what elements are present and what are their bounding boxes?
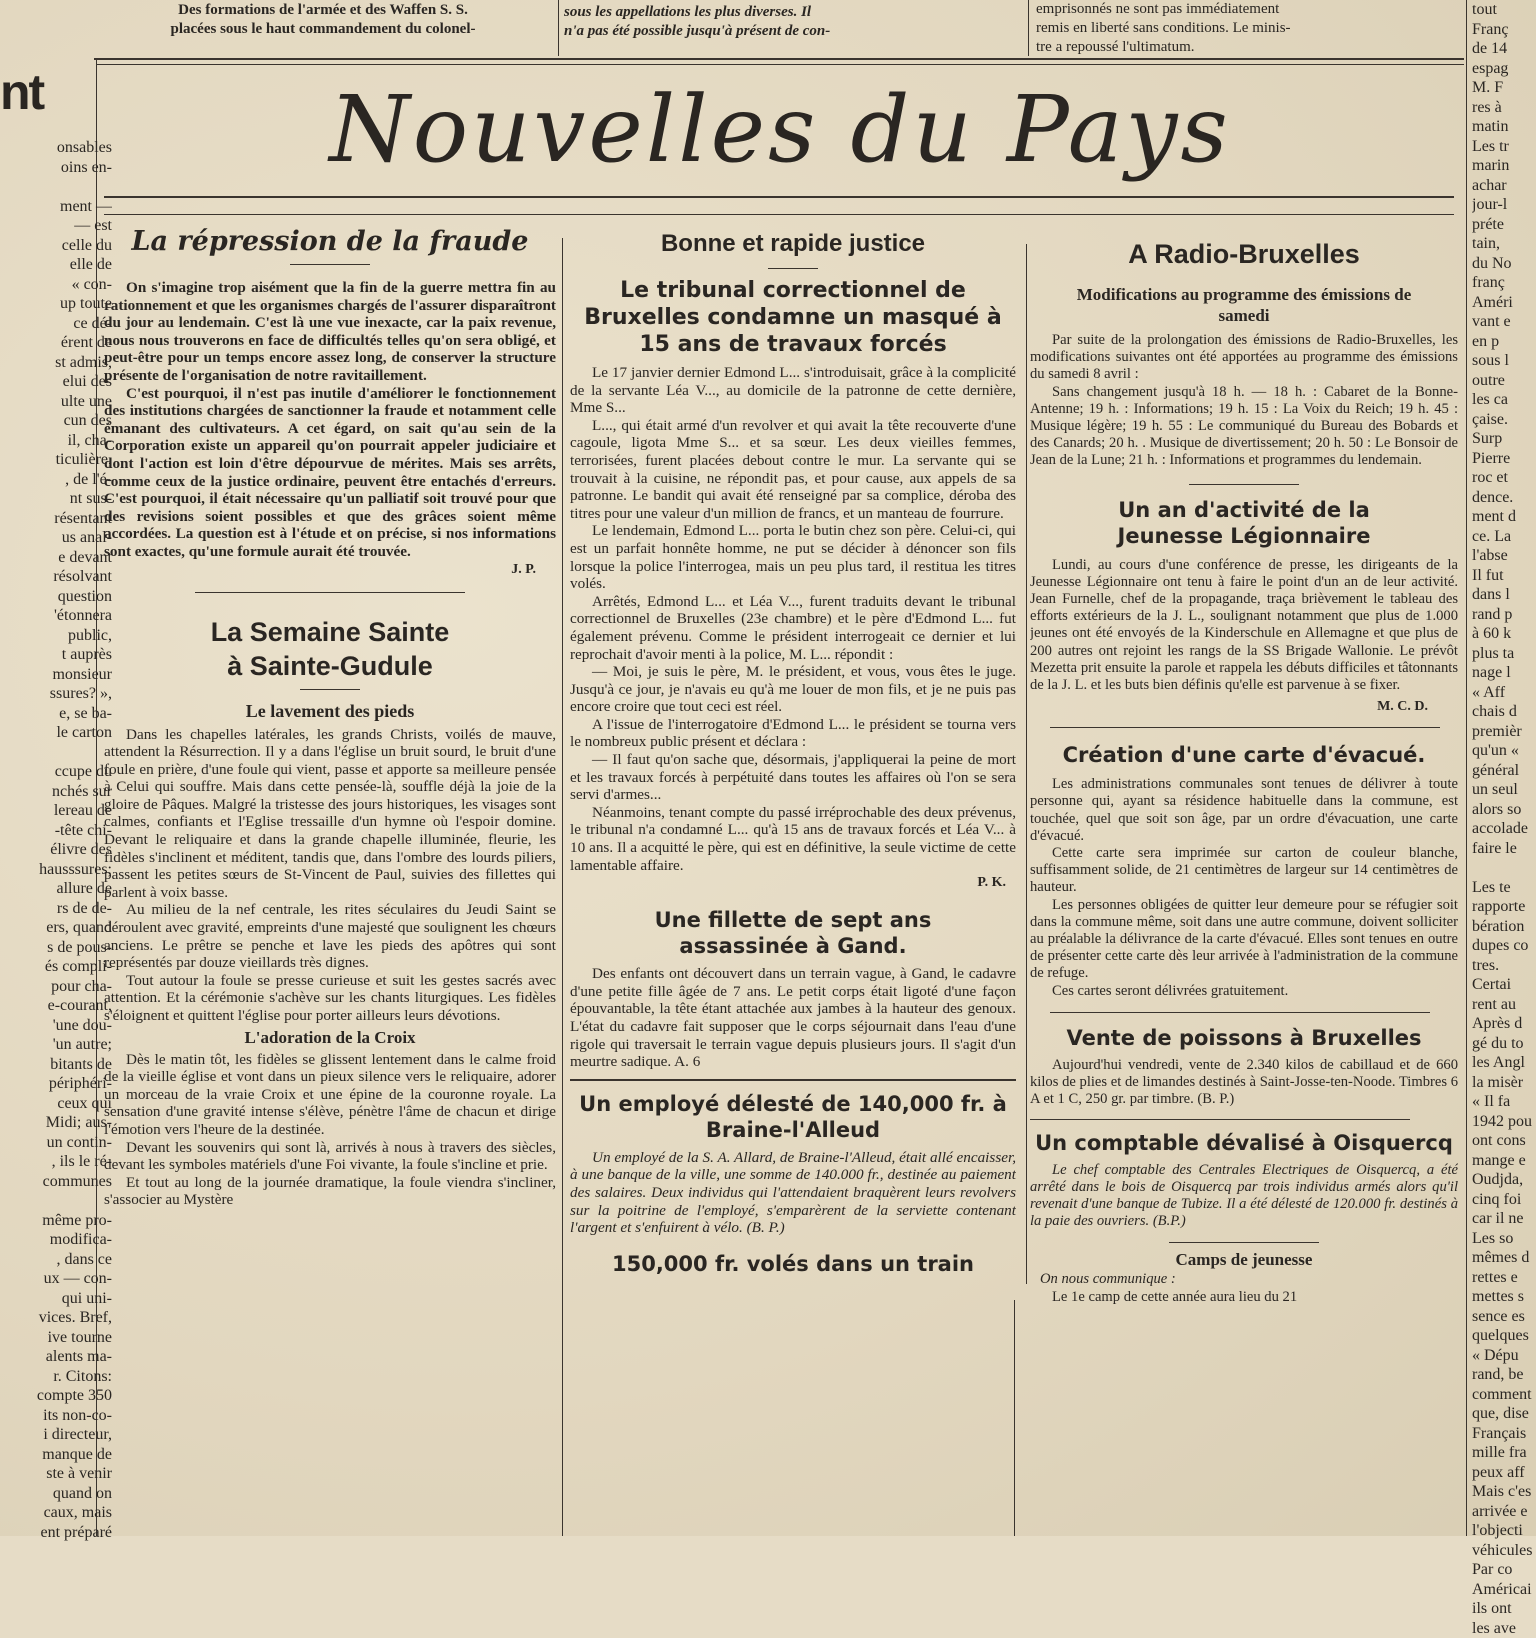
left-margin-column [0, 138, 112, 1542]
paragraph: On nous communique : [1030, 1271, 1458, 1288]
separator-rule [1169, 1242, 1319, 1243]
left-margin-line: communes [0, 1172, 112, 1192]
paragraph: Des enfants ont découvert dans un terrain vague, à Gand, le cadavre d'une petite fille âgée de 7 ans. Le petit corps était ligoté d'une façon épouvantable, la tête étant attachée aux jambes à la hauteur des genoux. L'état du cadavre fait supposer que le corps séjournait dans l'eau d'une rigole qui traversait le terrain vague depuis plusieurs jours. Il s'agit d'un meurtre sadique. A. 6 [570, 965, 1016, 1071]
left-margin-line: bitants de [0, 1055, 112, 1075]
right-margin-line: 1942 pou [1472, 1112, 1536, 1132]
right-margin-line: rapporte [1472, 897, 1536, 917]
right-margin-line: çaise. [1472, 410, 1536, 430]
right-margin-line: Oudjda, [1472, 1170, 1536, 1190]
signature: J. P. [104, 561, 556, 578]
right-margin-line: nage l [1472, 663, 1536, 683]
left-margin-line: elle de [0, 255, 112, 275]
left-margin-line: st admis, [0, 353, 112, 373]
left-margin-line: compte 350 [0, 1386, 112, 1406]
left-margin-line: modifica- [0, 1230, 112, 1250]
left-margin-line: vices. Bref, [0, 1308, 112, 1328]
article-title: A Radio-Bruxelles [1030, 232, 1458, 276]
paragraph: Et tout au long de la journée dramatique, la foule viendra s'incliner, s'associer au Mystère [104, 1174, 556, 1209]
right-margin-line: dence. [1472, 488, 1536, 508]
right-margin-line: tres. [1472, 956, 1536, 976]
left-margin-line: même pro- [0, 1211, 112, 1231]
left-margin-line: quand on [0, 1484, 112, 1504]
paragraph: Le 1e camp de cette année aura lieu du 21 [1030, 1289, 1458, 1306]
subheading: Le lavement des pieds [104, 700, 556, 722]
left-margin-line: és compli- [0, 957, 112, 977]
right-margin-line: matin [1472, 117, 1536, 137]
right-margin-line: Il fut [1472, 566, 1536, 586]
right-margin-line: ont cons [1472, 1131, 1536, 1151]
right-margin-line: res à [1472, 98, 1536, 118]
article-title-line1: La Semaine Sainte [104, 615, 556, 649]
right-margin-line: général [1472, 761, 1536, 781]
right-margin-line: ils ont [1472, 1599, 1536, 1619]
paragraph: L..., qui était armé d'un revolver et qui avait la tête recouverte d'une cagoule, ligota Mme S... et sa sœur. Les deux vieilles femmes, terrorisées, furent placées debout contre le mur. La servante qui se trouvait à la cuisine, ne répondit pas, et pour cause, aux appels de sa patronne. Le bandit qui avait été renseigné par sa complice, déroba des titres pour une valeur d'un million de francs, et un manteau de fourrure. [570, 417, 1016, 523]
right-margin-line: Par co [1472, 1560, 1536, 1580]
paragraph: Ces cartes seront délivrées gratuitement. [1030, 983, 1458, 1000]
left-margin-line: ceux qui [0, 1094, 112, 1114]
paragraph: Arrêtés, Edmond L... et Léa V..., furent traduits devant le tribunal correctionnel de Bruxelles (23e chambre) et le père d'Edmond L... fut également prévenu. Comme le président interrogeait ce dernier et lui reprochait d'avoir menti à la police, M. L... répondit : [570, 593, 1016, 663]
paragraph: — Il faut qu'on sache que, désormais, j'appliquerai la peine de mort et les travaux forcés à perpétuité dans toutes les affaires où l'on se sera servi d'armes... [570, 751, 1016, 804]
paragraph: — Moi, je suis le père, M. le président, et vous, vous êtes le juge. Jusqu'à ce jour, je n'avais eu qu'à me louer de mon fils, et je ne puis pas encore croire que tout ceci est réel. [570, 663, 1016, 716]
right-margin-line: Français [1472, 1424, 1536, 1444]
left-margin-line: r. Citons: [0, 1367, 112, 1387]
left-margin-line: Midi; aus- [0, 1113, 112, 1133]
left-margin-line: i directeur, [0, 1425, 112, 1445]
right-margin-line: Américai [1472, 1580, 1536, 1600]
right-margin-line: achar [1472, 176, 1536, 196]
right-margin-column [1472, 0, 1536, 1638]
right-margin-line: mêmes d [1472, 1248, 1536, 1268]
left-margin-line: elui des [0, 372, 112, 392]
left-margin-line: ssures? », [0, 684, 112, 704]
subheading: Camps de jeunesse [1030, 1249, 1458, 1271]
article-title: 150,000 fr. volés dans un train [570, 1251, 1016, 1277]
left-margin-line: 'étonnera [0, 606, 112, 626]
subheading: L'adoration de la Croix [104, 1027, 556, 1049]
article-title: La répression de la fraude [104, 222, 556, 262]
right-margin-line: comment [1472, 1385, 1536, 1405]
right-margin-line: tain, [1472, 234, 1536, 254]
right-margin-line: outre [1472, 371, 1536, 391]
masthead-top-rule-thin [96, 64, 1464, 65]
paragraph: Tout autour la foule se presse curieuse et suit les gestes sacrés avec attention. Et la cérémonie s'achève sur les chants liturgiques. Les fidèles s'éloignent et quittent l'église pour porter ailleurs leurs dévotions. [104, 972, 556, 1025]
paragraph: Par suite de la prolongation des émissions de Radio-Bruxelles, les modifications suivantes ont été apportées au programme des émissions du samedi 8 avril : [1030, 332, 1458, 384]
paragraph: A l'issue de l'interrogatoire d'Edmond L... le président se tourna vers le nombreux public présent et déclara : [570, 716, 1016, 751]
right-margin-line: Certai [1472, 975, 1536, 995]
right-margin-line: de 14 [1472, 39, 1536, 59]
left-margin-line: hausssures; [0, 860, 112, 880]
left-margin-line: e-courant, [0, 996, 112, 1016]
masthead-bottom-rule-thin [104, 214, 1454, 215]
right-margin-line: roc et [1472, 468, 1536, 488]
right-margin-line: à 60 k [1472, 624, 1536, 644]
left-margin-line [0, 743, 112, 763]
right-margin-line: mille fra [1472, 1443, 1536, 1463]
separator-rule [1189, 484, 1299, 485]
left-margin-line: monsieur [0, 665, 112, 685]
left-margin-headline: nt [0, 64, 43, 120]
right-margin-line: l'abse [1472, 546, 1536, 566]
paragraph: On s'imagine trop aisément que la fin de la guerre mettra fin au rationnement et que les organismes chargés de l'assurer disparaîtront du jour au lendemain. C'est là une vue inexacte, car la paix revenue, nous nous trouverons en face de difficultés telles qu'on sera obligé, et peut-être pour un temps encore assez long, de conserver la structure présente de l'organisation de notre ravitaillement. [104, 279, 556, 385]
paragraph: Dès le matin tôt, les fidèles se glissent lentement dans le calme froid de la vieille église et vont dans un pieux silence vers le reliquaire, adorer un morceau de la vraie Croix et une épine de la couronne royale. La sensation d'une gravité intense s'élève, pénètre l'âme de chacun et dirige l'émotion vers l'heure de la destinée. [104, 1051, 556, 1139]
left-margin-line: le carton [0, 723, 112, 743]
left-margin-line: cun des [0, 411, 112, 431]
article-title: Le tribunal correctionnel de Bruxelles condamne un masqué à 15 ans de travaux forcés [570, 277, 1016, 358]
title-rule [300, 689, 360, 690]
left-margin-line: s de pous- [0, 938, 112, 958]
right-margin-line: Franç [1472, 20, 1536, 40]
top-strip-line: remis en liberté sans conditions. Le minis- [1036, 19, 1468, 38]
left-margin-line: ccupe du [0, 762, 112, 782]
column-1 [104, 222, 556, 1536]
left-margin-line: t auprès [0, 645, 112, 665]
masthead-top-rule [94, 58, 1464, 60]
left-margin-line: celle du [0, 236, 112, 256]
top-strip-left [92, 0, 554, 39]
right-margin-line: accolade [1472, 819, 1536, 839]
left-margin-line: its non-co- [0, 1406, 112, 1426]
article-title-line2: à Sainte-Gudule [104, 649, 556, 683]
paragraph: Lundi, au cours d'une conférence de presse, les dirigeants de la Jeunesse Légionnaire ont tenu à faire le point d'un an de leur activité. Jean Furnelle, chef de la propagande, traça brièvement le tableau des efforts extérieurs de la J. L., soulignant notamment que plus de 1.000 jeunes ont été envoyés de la Kinderschule en Allemagne et que plus de 200 autres ont rejoint les rangs de la SS Brigade Wallonie. Le prévôt Mezetta prit ensuite la parole et rappela les débuts difficiles et tâtonnants de la J. L. et les buts bien définis qu'elle est parvenue à se fixer. [1030, 557, 1458, 695]
left-margin-line: ticulière, [0, 450, 112, 470]
right-margin-line: rettes e [1472, 1268, 1536, 1288]
separator-rule [1030, 1119, 1410, 1120]
left-margin-line [0, 1191, 112, 1211]
paragraph: Un employé de la S. A. Allard, de Braine-l'Alleud, était allé encaisser, à une banque de la ville, une somme de 140.000 fr., destinée au paiement des salaires. Deux individus qui l'attendaient braquèrent leurs revolvers sur la poitrine de l'employé, s'emparèrent de la serviette contenant l'argent et s'enfuirent à vélo. (B. P.) [570, 1149, 1016, 1237]
left-margin-line: élivre des [0, 840, 112, 860]
right-margin-line: premièr [1472, 722, 1536, 742]
article-title: Création d'une carte d'évacué. [1030, 742, 1458, 768]
right-margin-line: rent au [1472, 995, 1536, 1015]
right-margin-line: dans l [1472, 585, 1536, 605]
paragraph: Néanmoins, tenant compte du passé irréprochable des deux prévenus, le tribunal n'a condamné L... qu'à 15 ans de travaux forcés et Léa V... à 10 ans. Il a acquitté le père, qui est en définitive, la seule victime de cette lamentable affaire. [570, 804, 1016, 874]
separator-rule [570, 1079, 1016, 1081]
left-margin-line: lereau de [0, 801, 112, 821]
signature: M. C. D. [1030, 698, 1458, 715]
right-margin-line: bération [1472, 917, 1536, 937]
left-margin-line: question [0, 587, 112, 607]
top-strip-middle [564, 0, 1026, 41]
right-margin-line: Mais c'es [1472, 1482, 1536, 1502]
subheading: Modifications au programme des émissions de samedi [1070, 284, 1418, 326]
right-margin-line: sence es [1472, 1307, 1536, 1327]
right-margin-line: ce. La [1472, 527, 1536, 547]
right-margin-line: Les te [1472, 878, 1536, 898]
paragraph: Sans changement jusqu'à 18 h. — 18 h. : Cabaret de la Bonne-Antenne; 19 h. : Informations; 19 h. 15 : La Voix du Reich; 19 h. 45 : Musique légère; 19 h. 55 : Le communiqué du Bureau des Bobards et des Canards; 20 h. . Musique de divertissement; 20 h. 50 : Le Bonsoir de Jean de la Lune; 21 h. : Informations et programmes du lendemain. [1030, 384, 1458, 470]
right-margin-line: « Dépu [1472, 1346, 1536, 1366]
right-margin-line: qu'un « [1472, 741, 1536, 761]
left-margin-line: ment — [0, 197, 112, 217]
left-margin-line: , dans ce [0, 1250, 112, 1270]
right-page-rule [1466, 0, 1467, 1536]
right-margin-line: espag [1472, 59, 1536, 79]
left-margin-line: il, cha- [0, 431, 112, 451]
paragraph: Aujourd'hui vendredi, vente de 2.340 kilos de cabillaud et de 660 kilos de plies et de limandes destinés à Saint-Josse-ten-Noode. Timbres 6 A et 1 C, 250 gr. par timbre. (B. P.) [1030, 1057, 1458, 1109]
left-margin-line [0, 177, 112, 197]
left-margin-line: e, se ba- [0, 704, 112, 724]
paragraph: Devant les souvenirs qui sont là, arrivés à nous à travers des siècles, devant les symboles matériels d'une Foi vivante, la foule s'incline et prie. [104, 1139, 556, 1174]
left-margin-line: érent de [0, 333, 112, 353]
left-margin-line: -tête chi- [0, 821, 112, 841]
right-margin-line: Pierre [1472, 449, 1536, 469]
top-column-rule [1028, 0, 1029, 56]
article-kicker: Bonne et rapide justice [570, 226, 1016, 262]
left-margin-line: e devant [0, 548, 112, 568]
left-margin-line: ent préparé [0, 1523, 112, 1543]
right-margin-line: car il ne [1472, 1209, 1536, 1229]
paragraph: Les administrations communales sont tenues de délivrer à toute personne qui, ayant sa résidence habituelle dans la commune, est touchée, quel que soit son âge, par un ordre d'évacuation, une carte d'évacué. [1030, 776, 1458, 845]
left-margin-line: ste à venir [0, 1464, 112, 1484]
left-margin-line: alents ma- [0, 1347, 112, 1367]
right-margin-line: mettes s [1472, 1287, 1536, 1307]
article-title: Un comptable dévalisé à Oisquercq [1030, 1130, 1458, 1156]
left-margin-line: résentant [0, 509, 112, 529]
left-margin-line: ulte une [0, 392, 112, 412]
separator-rule [195, 592, 465, 593]
left-margin-line: 'une dou- [0, 1016, 112, 1036]
column-rule-2 [1026, 244, 1027, 1284]
left-margin-line: us anal- [0, 528, 112, 548]
right-margin-line: ment d [1472, 507, 1536, 527]
right-margin-line: préte [1472, 215, 1536, 235]
left-margin-line: ux — con- [0, 1269, 112, 1289]
left-margin-line: allure de [0, 879, 112, 899]
left-margin-line: 'un autre; [0, 1035, 112, 1055]
column-rule-1 [562, 238, 563, 1536]
left-margin-line: nchés sur [0, 782, 112, 802]
top-strip-line: emprisonnés ne sont pas immédiatement [1036, 0, 1468, 19]
left-margin-line: oins en- [0, 158, 112, 178]
title-rule [290, 264, 370, 265]
left-margin-line: public, [0, 626, 112, 646]
left-margin-line: ive tourne [0, 1328, 112, 1348]
right-margin-line: Améri [1472, 293, 1536, 313]
left-margin-line: un contin- [0, 1133, 112, 1153]
article-title: Un an d'activité de la Jeunesse Légionnaire [1070, 497, 1418, 549]
right-margin-line: Les tr [1472, 137, 1536, 157]
right-margin-line: marin [1472, 156, 1536, 176]
left-margin-line: , ils le ré- [0, 1152, 112, 1172]
left-margin-line: ce dé- [0, 314, 112, 334]
right-margin-line: les Angl [1472, 1053, 1536, 1073]
column-2 [570, 226, 1016, 1536]
left-margin-line: périphéri- [0, 1074, 112, 1094]
article-title: Une fillette de sept ans assassinée à Gand. [600, 907, 986, 959]
left-margin-line: nt sus- [0, 489, 112, 509]
masthead-bottom-rule [104, 196, 1454, 198]
right-margin-line: Les so [1472, 1229, 1536, 1249]
right-margin-line: en p [1472, 332, 1536, 352]
top-column-rule [558, 0, 559, 56]
right-margin-line: du No [1472, 254, 1536, 274]
right-margin-line: faire le [1472, 839, 1536, 859]
right-margin-line: M. F [1472, 78, 1536, 98]
right-margin-line [1472, 858, 1536, 878]
right-margin-line: « Aff [1472, 683, 1536, 703]
paragraph: C'est pourquoi, il n'est pas inutile d'améliorer le fonctionnement des institutions chargées de sanctionner la fraude et notamment celle émanant des cultivateurs. A cet égard, on sait qu'au sein de la Corporation existe un appareil qu'on pourrait appeler judiciaire et dont l'action est loin d'être dépourvue de mérites. Mais ses arrêts, comme ceux de la justice ordinaire, peuvent être entachés d'erreurs. C'est pourquoi, il était nécessaire qu'un palliatif soit trouvé pour que des revisions soient possibles et que des grâces soient même accordées. La question est à l'étude et on précise, si nos informations sont exactes, qu'une formule aurait été trouvée. [104, 385, 556, 561]
paragraph: Le chef comptable des Centrales Electriques de Oisquercq, a été arrêté dans le bois de Oisquercq par trois individus armés alors qu'il revenait d'une banque de Tubize. Il a été délesté de 120.000 fr. destinés à la paie des ouvriers. (B.P.) [1030, 1162, 1458, 1231]
top-strip-line: sous les appellations les plus diverses. Il [564, 3, 1026, 22]
left-margin-line: , de l'é- [0, 470, 112, 490]
right-margin-line: quelques [1472, 1326, 1536, 1346]
right-margin-line: un seul [1472, 780, 1536, 800]
right-margin-line: franç [1472, 273, 1536, 293]
right-margin-line: mange e [1472, 1151, 1536, 1171]
left-margin-line: pour cha- [0, 977, 112, 997]
right-margin-line: rand, be [1472, 1365, 1536, 1385]
right-margin-line: les ave [1472, 1619, 1536, 1638]
left-margin-line: up toute [0, 294, 112, 314]
left-margin-line: caux, mais [0, 1503, 112, 1523]
left-margin-line: qui uni- [0, 1289, 112, 1309]
right-margin-line: cinq foi [1472, 1190, 1536, 1210]
right-margin-line: peux aff [1472, 1463, 1536, 1483]
paragraph: Le lendemain, Edmond L... porta le butin chez son père. Celui-ci, qui est un parfait honnête homme, ne put se décider à dénoncer son fils lorsque la police l'interrogea, mais un peu plus tard, il restitua les titres volés. [570, 522, 1016, 592]
right-margin-line: la misèr [1472, 1073, 1536, 1093]
right-margin-line: chais d [1472, 702, 1536, 722]
right-margin-line: Surp [1472, 429, 1536, 449]
masthead-title: Nouvelles du Pays [170, 80, 1390, 180]
right-margin-line: arrivée e [1472, 1502, 1536, 1522]
article-title: Un employé délesté de 140,000 fr. à Braine-l'Alleud [570, 1091, 1016, 1143]
right-margin-line: gé du to [1472, 1034, 1536, 1054]
top-strip-line: Des formations de l'armée et des Waffen S. S. [92, 1, 554, 20]
separator-rule [1050, 1012, 1430, 1013]
left-margin-line: onsables [0, 138, 112, 158]
signature: P. K. [570, 874, 1016, 891]
paragraph: Cette carte sera imprimée sur carton de couleur blanche, suffisamment solide, de 21 centimètres de largeur sur 14 centimètres de hauteur. [1030, 845, 1458, 897]
article-title: Vente de poissons à Bruxelles [1030, 1025, 1458, 1051]
right-margin-line: jour-l [1472, 195, 1536, 215]
paragraph: Les personnes obligées de quitter leur demeure pour se réfugier soit dans la commune même, soit dans une autre commune, doivent solliciter au préalable la délivrance de la carte d'évacué. Elles sont tenues en outre de présenter cette carte dès leur arrivée à l'administration de la commune de refuge. [1030, 897, 1458, 983]
left-margin-line: rs de de- [0, 899, 112, 919]
top-strip-line: placées sous le haut commandement du colonel- [92, 20, 554, 39]
right-margin-line: « Il fa [1472, 1092, 1536, 1112]
top-strip-right [1036, 0, 1468, 57]
right-margin-line: Après d [1472, 1014, 1536, 1034]
left-margin-line: « con- [0, 275, 112, 295]
paragraph: Au milieu de la nef centrale, les rites séculaires du Jeudi Saint se déroulent avec gravité, empreints d'une majesté que soulignent les chœurs anciens. Le prêtre se penche et lave les pieds des apôtres qui sont représentés par douze vieillards très dignes. [104, 901, 556, 971]
left-margin-line: manque de [0, 1445, 112, 1465]
top-strip-line: n'a pas été possible jusqu'à présent de con- [564, 22, 1026, 41]
separator-rule [1050, 727, 1440, 728]
top-strip-line: tre a repoussé l'ultimatum. [1036, 38, 1468, 57]
right-margin-line: tout [1472, 0, 1536, 20]
paragraph: Dans les chapelles latérales, les grands Christs, voilés de mauve, attendent la Résurrection. Il y a dans l'église un bruit sourd, le bruit d'une foule en prière, d'une foule qui vient, passe et apporte sa meilleure pensée à Celui qui souffre. Mais dans cette pensée-là, souffle déjà la joie de la gloire de Pâques. Malgré la tristesse des jours historiques, les visages sont calmes, confiants et l'Eglise tressaille d'un hymne où l'espoir domine. Devant le reliquaire et dans la grande chapelle illuminée, fleurie, les fidèles s'inclinent et méditent, tandis que, dans l'ombre des lourds piliers, passent les petites sœurs de St-Vincent de Paul, suivies des fillettes qui parlent à voix basse. [104, 726, 556, 902]
right-margin-line: véhicules [1472, 1541, 1536, 1561]
right-margin-line: dupes co [1472, 936, 1536, 956]
right-margin-line: l'objecti [1472, 1521, 1536, 1541]
title-rule [768, 268, 818, 269]
right-margin-line: alors so [1472, 800, 1536, 820]
right-margin-line: les ca [1472, 390, 1536, 410]
right-margin-line: plus ta [1472, 644, 1536, 664]
right-margin-line: vant e [1472, 312, 1536, 332]
left-margin-line: résolvant [0, 567, 112, 587]
paragraph: Le 17 janvier dernier Edmond L... s'introduisait, grâce à la complicité de la servante Léa V..., au domicile de la patronne de cette dernière, Mme S... [570, 364, 1016, 417]
left-margin-line: ers, quand [0, 918, 112, 938]
right-margin-line: que, dise [1472, 1404, 1536, 1424]
left-margin-line: — est [0, 216, 112, 236]
column-3 [1030, 232, 1458, 1536]
right-margin-line: sous l [1472, 351, 1536, 371]
right-margin-line: rand p [1472, 605, 1536, 625]
